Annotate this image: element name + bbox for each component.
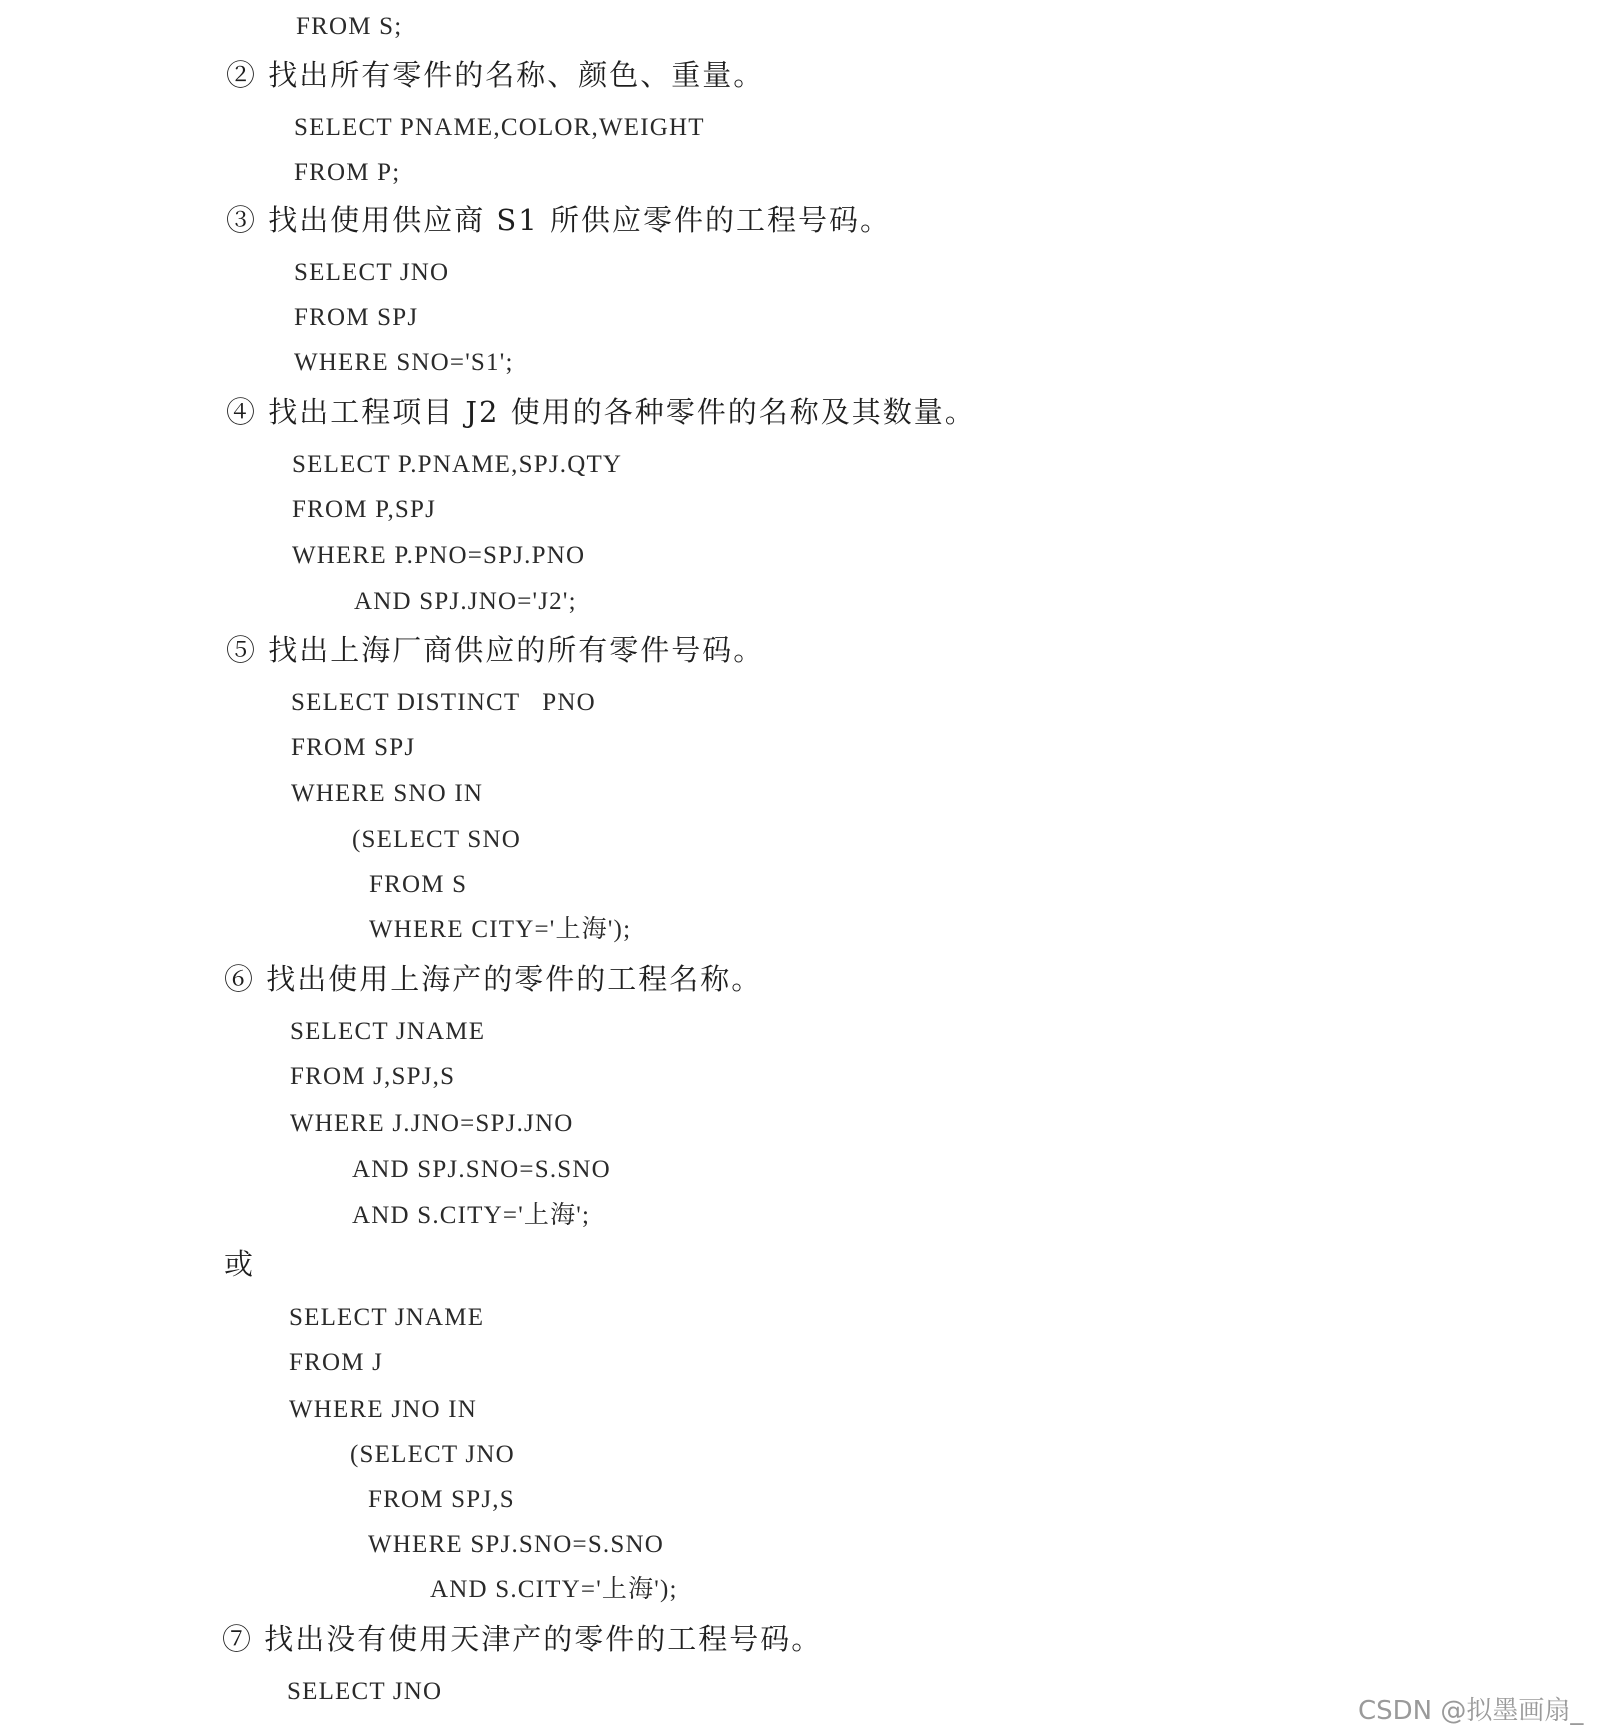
code-line: WHERE SNO IN: [291, 780, 484, 807]
code-line: WHERE P.PNO=SPJ.PNO: [292, 542, 586, 569]
code-line: WHERE SPJ.SNO=S.SNO: [368, 1531, 664, 1558]
code-line: SELECT P.PNAME,SPJ.QTY: [292, 451, 623, 478]
code-line: WHERE J.JNO=SPJ.JNO: [290, 1110, 574, 1137]
code-line: SELECT JNO: [294, 259, 450, 286]
code-line: WHERE SNO='S1';: [294, 349, 514, 376]
code-line: FROM P;: [294, 159, 401, 186]
question-heading-5: ⑤ 找出上海厂商供应的所有零件号码。: [226, 633, 765, 667]
code-line: AND S.CITY='上海');: [430, 1576, 678, 1603]
question-heading-3: ③ 找出使用供应商 S1 所供应零件的工程号码。: [226, 203, 891, 237]
code-line: FROM J,SPJ,S: [290, 1063, 456, 1090]
csdn-watermark: CSDN @拟墨画扇_: [1358, 1696, 1584, 1726]
code-line: FROM SPJ: [291, 734, 416, 761]
code-line: FROM J: [289, 1349, 384, 1376]
code-line: SELECT JNO: [287, 1678, 443, 1705]
alternative-label: 或: [224, 1247, 254, 1281]
question-heading-2: ② 找出所有零件的名称、颜色、重量。: [226, 58, 765, 92]
code-line: (SELECT SNO: [352, 826, 521, 853]
code-line: AND SPJ.SNO=S.SNO: [352, 1156, 611, 1183]
code-line: FROM S: [369, 871, 468, 898]
code-line: WHERE JNO IN: [289, 1396, 477, 1423]
code-line: WHERE CITY='上海');: [369, 916, 632, 943]
code-line: AND S.CITY='上海';: [352, 1202, 591, 1229]
question-heading-7: ⑦ 找出没有使用天津产的零件的工程号码。: [222, 1622, 823, 1656]
code-line: FROM P,SPJ: [292, 496, 437, 523]
code-line: SELECT JNAME: [290, 1018, 486, 1045]
question-heading-6: ⑥ 找出使用上海产的零件的工程名称。: [224, 962, 763, 996]
code-line: FROM S;: [296, 13, 403, 40]
code-line: AND SPJ.JNO='J2';: [354, 588, 577, 615]
question-heading-4: ④ 找出工程项目 J2 使用的各种零件的名称及其数量。: [226, 395, 976, 429]
code-line: FROM SPJ,S: [368, 1486, 515, 1513]
code-line: (SELECT JNO: [350, 1441, 515, 1468]
code-line: FROM SPJ: [294, 304, 419, 331]
code-line: SELECT PNAME,COLOR,WEIGHT: [294, 114, 705, 141]
code-line: SELECT DISTINCT PNO: [291, 689, 596, 716]
code-line: SELECT JNAME: [289, 1304, 485, 1331]
